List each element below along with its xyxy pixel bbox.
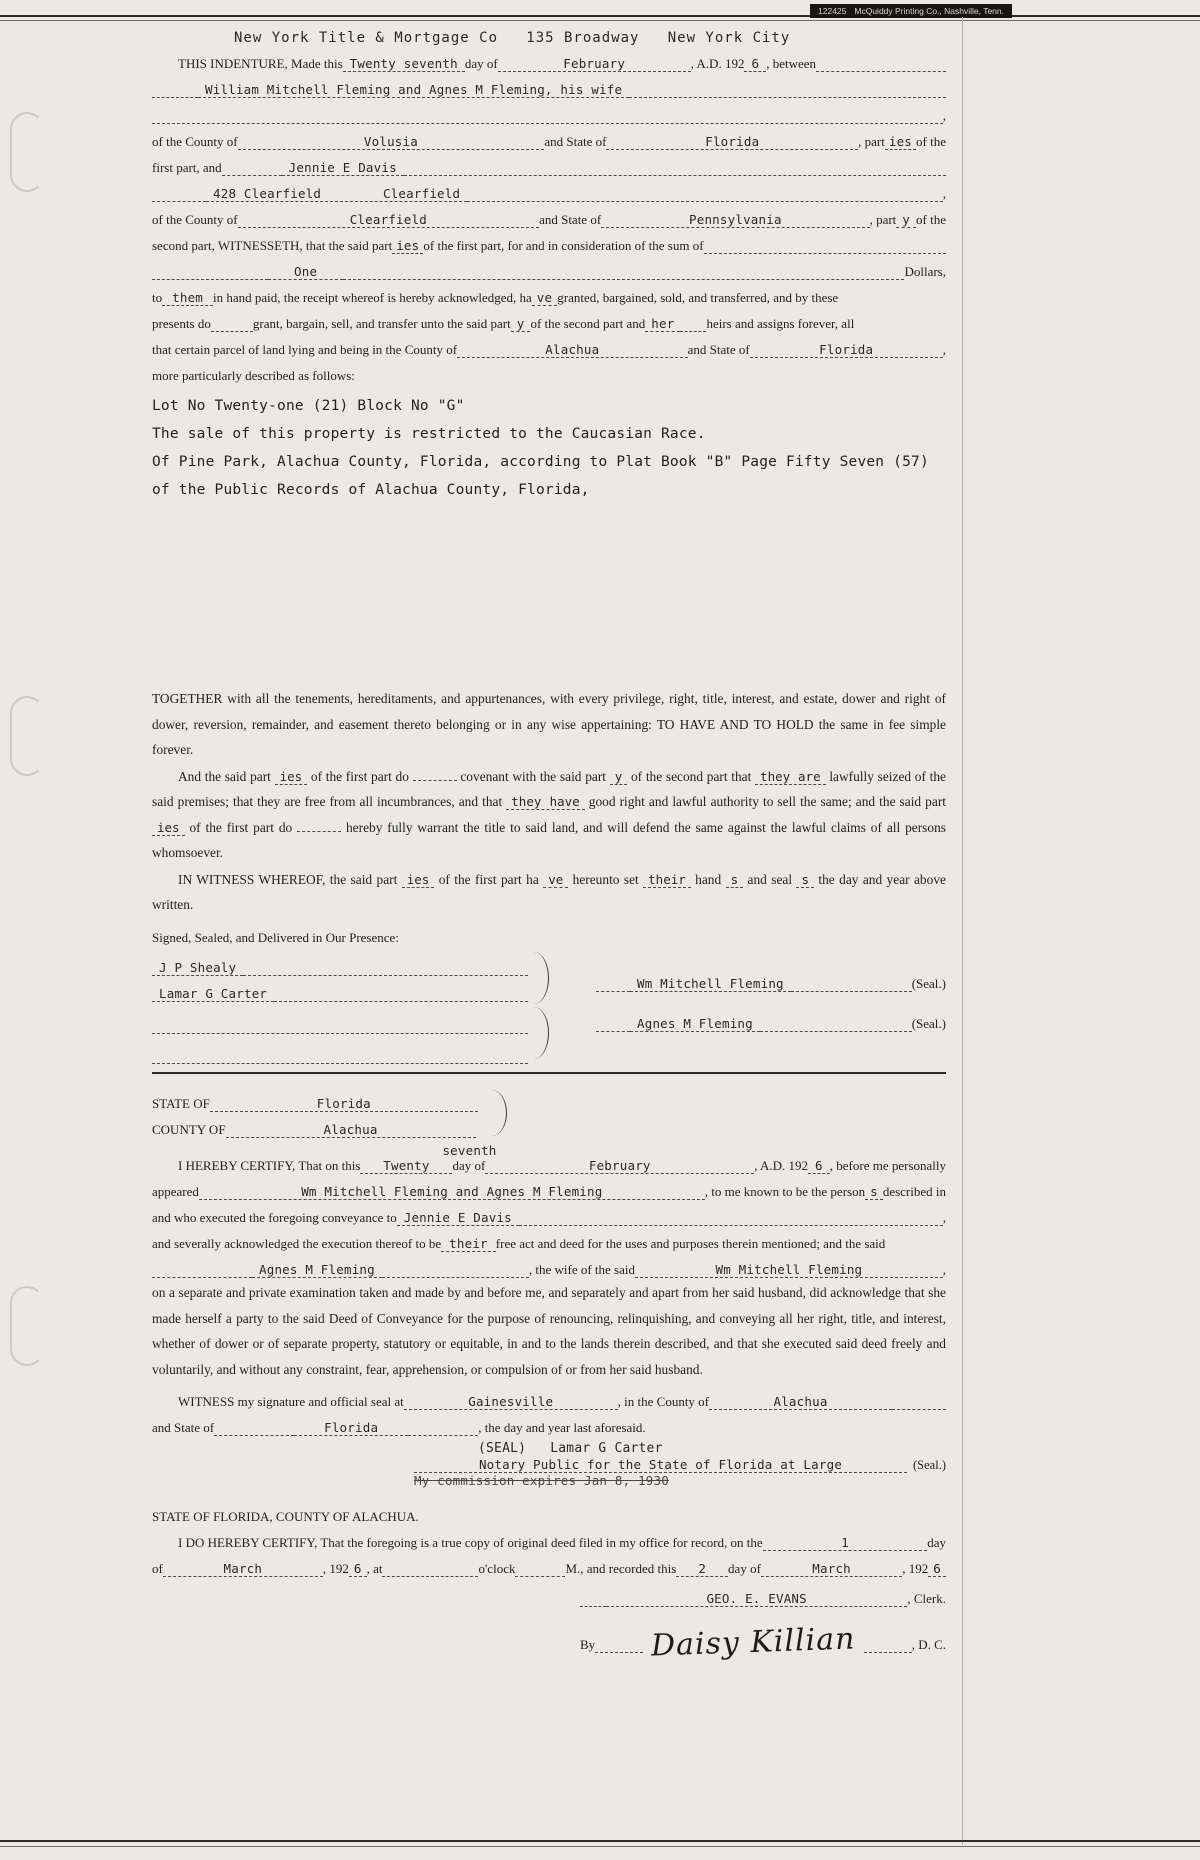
right-margin-line <box>962 17 963 1845</box>
conveyance-grantee-fill: Jennie E Davis <box>397 1210 519 1226</box>
form-text: M., and recorded this <box>565 1561 677 1577</box>
form-text: hereby fully warrant the title to said land, and will defend the same against the lawful claims of all persons whomsoever. <box>152 819 946 860</box>
form-text: free act and deed for the uses and purposes therein mentioned; and the said <box>495 1236 886 1252</box>
form-text: day of <box>464 56 498 71</box>
blank-space <box>152 504 946 686</box>
plural-s-fill: s <box>726 872 744 888</box>
form-text: , <box>942 1210 946 1226</box>
indenture-opening-line <box>152 46 946 72</box>
paid-line <box>152 280 946 306</box>
form-text: IN WITNESS WHEREOF, the said part <box>178 871 398 887</box>
form-text: of the <box>916 212 946 227</box>
bottom-rule-thick <box>0 1840 1200 1842</box>
form-text: of the second part and <box>530 316 646 331</box>
presence-line <box>152 920 946 946</box>
grantor-signature-column <box>554 950 946 1064</box>
form-text: , 192 <box>902 1561 929 1577</box>
dotted-fill-line <box>791 978 912 992</box>
grantor2-signature: Agnes M Fleming <box>630 1016 760 1032</box>
description-plat-line: Of Pine Park, Alachua County, Florida, according to Plat Book "B" Page Fifty Seven (57) <box>152 454 929 470</box>
description-lot-line: Lot No Twenty-one (21) Block No "G" <box>152 398 465 414</box>
first-party-county-fill: Volusia <box>238 134 545 150</box>
dotted-fill-line <box>629 84 946 98</box>
appeared-line <box>152 1174 946 1200</box>
form-text: of the first part, for and in consideration of the sum of <box>423 238 704 253</box>
form-text: granted, bargained, sold, and transferred, and by these <box>557 290 839 305</box>
parcel-state-fill: Florida <box>750 342 943 358</box>
seal-state-fill: Florida <box>294 1420 408 1436</box>
witness1-signature: J P Shealy <box>152 960 243 976</box>
form-text: , between <box>766 56 816 71</box>
record-day-fill: 2 <box>676 1561 728 1577</box>
dotted-fill-line <box>680 318 706 332</box>
brace-mark <box>534 952 549 1004</box>
dotted-fill-line <box>274 988 528 1002</box>
form-text: and State of <box>152 1420 215 1436</box>
form-text: o'clock <box>478 1561 516 1577</box>
binder-hole-mark <box>10 1286 44 1366</box>
parcel-location-line <box>152 332 946 358</box>
recording-certify-line <box>152 1525 946 1551</box>
deputy-clerk-signature: Daisy Killian <box>650 1621 857 1664</box>
brace-column <box>528 950 554 1064</box>
appeared-persons-fill: Wm Mitchell Fleming and Agnes M Fleming <box>199 1184 705 1200</box>
together-paragraph: TOGETHER with all the tenements, hereditaments, and appurtenances, with every privilege, right, title, interest, and estate, dower and right of dower, reversion, remainder, and easement thereto belonging or in any wise appertaining: TO HAVE AND TO HOLD the same in fee simple forever. <box>152 691 946 757</box>
form-text: , part <box>858 134 885 149</box>
form-text: hand <box>695 871 722 887</box>
form-text: of the first part ha <box>438 871 539 887</box>
ack-state-fill: Florida <box>210 1096 478 1112</box>
form-text: of the <box>916 134 946 149</box>
part-singular-fill: y <box>511 316 531 332</box>
dotted-fill-line <box>816 58 946 72</box>
filing-day-fill: 1 <box>763 1535 928 1551</box>
ack-day-fill: Twenty <box>360 1158 452 1174</box>
form-text: second part, WITNESSETH, that the said part <box>152 238 393 253</box>
record-month-fill: March <box>761 1561 902 1577</box>
form-text: more particularly described as follows: <box>152 368 355 383</box>
filing-year-fill: 6 <box>349 1561 367 1577</box>
notary-block <box>414 1441 946 1489</box>
dotted-fill-line <box>152 84 198 98</box>
form-text: , part <box>869 212 897 227</box>
form-text: lawfully seized of the said premises; that they are free from all incumbrances, and that <box>152 768 946 809</box>
second-party-county-line <box>152 202 946 228</box>
seal-label: (Seal.) <box>913 1458 946 1473</box>
deed-month-fill: February <box>498 56 691 72</box>
ack-month-fill: February <box>485 1158 754 1174</box>
conveyance-line <box>152 1200 946 1226</box>
deed-day-fill: Twenty seventh <box>343 56 465 72</box>
seal-county-fill: Alachua <box>709 1394 892 1410</box>
form-text: grant, bargain, sell, and transfer unto the said part <box>252 316 511 331</box>
witness-signature-column <box>152 950 528 1064</box>
binder-hole-mark <box>10 696 44 776</box>
form-text: I HEREBY CERTIFY, That on this <box>178 1158 361 1174</box>
printer-imprint <box>810 4 1012 18</box>
recording-heading <box>152 1499 946 1525</box>
grantor-seal-row <box>596 1006 946 1032</box>
witness-signature-row <box>152 976 528 1002</box>
parcel-county-fill: Alachua <box>457 342 688 358</box>
part-plural-fill: ies <box>402 872 435 888</box>
their-fill: their <box>441 1236 496 1252</box>
seal-label: (Seal.) <box>911 975 946 991</box>
grantee-address-line <box>152 176 946 202</box>
form-text: day of <box>728 1561 761 1577</box>
ack-day-superscript: seventh <box>442 1143 497 1159</box>
form-text: , A.D. 192 <box>754 1158 809 1174</box>
amount-fill: One <box>268 264 343 280</box>
form-text: day of <box>452 1158 486 1174</box>
form-text: , <box>942 1262 947 1278</box>
binder-hole-mark <box>10 112 44 192</box>
form-text: , <box>942 342 946 357</box>
form-text: Signed, Sealed, and Delivered in Our Presence: <box>152 929 399 945</box>
form-text: Dollars, <box>904 264 946 279</box>
form-text: , D. C. <box>911 1637 946 1653</box>
form-text: and State of <box>687 342 750 357</box>
form-text: of the first part do <box>310 768 409 784</box>
record-year-fill: 6 <box>928 1561 946 1577</box>
dotted-fill-line <box>760 1018 912 1032</box>
dotted-fill-line <box>152 266 268 280</box>
in-witness-paragraph <box>152 867 946 918</box>
form-text: to <box>152 290 163 305</box>
part-plural-fill: ies <box>392 238 423 254</box>
they-are-fill: they are <box>755 769 826 785</box>
grantee-name-fill: Jennie E Davis <box>282 160 404 176</box>
deed-year-fill: 6 <box>744 56 766 72</box>
commission-expiry-struck: My commission expires Jan 8, 1930 <box>414 1473 669 1489</box>
form-text: heirs and assigns forever, all <box>706 316 855 331</box>
form-text: And the said part <box>178 768 271 784</box>
ve-fill: ve <box>532 290 557 306</box>
form-text: , <box>942 108 946 123</box>
property-description-block <box>152 392 946 504</box>
dotted-fill-line <box>467 188 943 202</box>
form-text: By <box>580 1637 596 1653</box>
dotted-fill-line <box>152 1264 252 1278</box>
typed-company-header <box>152 24 946 46</box>
form-text: covenant with the said part <box>460 768 607 784</box>
recording-date-line <box>152 1551 946 1577</box>
witness-signature-row <box>152 950 528 976</box>
dotted-fill-line <box>404 162 946 176</box>
clerk-line <box>580 1581 946 1607</box>
form-text <box>442 1143 497 1174</box>
form-text: of the second part that <box>630 768 752 784</box>
acknowledgment-venue <box>152 1086 946 1138</box>
signature-section <box>152 950 946 1064</box>
form-text: first part, and <box>152 160 222 175</box>
dotted-fill-line <box>892 1396 946 1410</box>
dotted-fill-line <box>382 1264 529 1278</box>
husband-name-fill: Wm Mitchell Fleming <box>635 1262 943 1278</box>
them-fill: them <box>162 290 213 306</box>
consideration-amount-line <box>152 254 946 280</box>
and-state-line <box>152 1410 946 1436</box>
blank-signature-row <box>152 1008 528 1034</box>
dotted-fill-line <box>243 962 528 976</box>
first-party-county-line <box>152 124 946 150</box>
company-header-text: New York Title & Mortgage Co 135 Broadway New York City <box>234 30 791 46</box>
form-text: good right and lawful authority to sell the same; and the said part <box>588 794 946 809</box>
form-text: , 192 <box>322 1561 349 1577</box>
top-rule-thick <box>0 15 1200 17</box>
dotted-fill-line <box>408 1422 478 1436</box>
form-text: and seal <box>747 871 793 887</box>
printer-number: 122425 <box>818 6 847 16</box>
form-text: STATE OF FLORIDA, COUNTY OF ALACHUA. <box>152 1509 419 1525</box>
second-party-county-fill: Clearfield <box>238 212 539 228</box>
second-party-state-fill: Pennsylvania <box>601 212 869 228</box>
form-text: day <box>927 1535 946 1551</box>
dotted-fill-line <box>297 820 341 832</box>
part-singular-fill: y <box>610 769 628 785</box>
grantors-line <box>152 72 946 98</box>
grant-line <box>152 306 946 332</box>
her-fill: her <box>645 316 680 332</box>
wife-name-fill: Agnes M Fleming <box>252 1262 382 1278</box>
ack-county-fill: Alachua <box>226 1122 476 1138</box>
part-plural-fill: ies <box>275 769 308 785</box>
form-text: in hand paid, the receipt whereof is hereby acknowledged, ha <box>213 290 532 305</box>
form-text: described in <box>882 1184 946 1200</box>
dotted-fill-line <box>519 1212 943 1226</box>
grantor1-signature: Wm Mitchell Fleming <box>630 976 791 992</box>
seal-label: (Seal.) <box>911 1015 946 1031</box>
deputy-clerk-line <box>580 1615 946 1664</box>
brace-mark <box>534 1007 549 1059</box>
form-text: of the first part do <box>189 819 293 835</box>
their-fill: their <box>643 872 691 888</box>
plural-s-fill: s <box>865 1184 883 1200</box>
form-text: I DO HEREBY CERTIFY, That the foregoing is a true copy of original deed filed in my office for record, on the <box>178 1535 763 1551</box>
grantee-line <box>152 150 946 176</box>
seal-city-fill: Gainesville <box>404 1394 618 1410</box>
dotted-fill-line <box>515 1563 565 1577</box>
witness2-signature: Lamar G Carter <box>152 986 274 1002</box>
grantor-seal-row <box>596 966 946 992</box>
form-text: , in the County of <box>617 1394 710 1410</box>
witness-seal-line <box>152 1384 946 1410</box>
description-restriction-line: The sale of this property is restricted to the Caucasian Race. <box>152 426 706 442</box>
notary-title-row <box>414 1457 946 1473</box>
dotted-fill-line <box>152 188 206 202</box>
form-text: that certain parcel of land lying and being in the County of <box>152 342 458 357</box>
form-text: , <box>942 186 946 201</box>
top-rule-thin <box>0 20 1200 21</box>
deed-content <box>152 24 947 1664</box>
dotted-fill-line <box>596 978 630 992</box>
dotted-fill-line <box>214 1422 294 1436</box>
form-text: STATE OF <box>152 1096 210 1112</box>
form-text: and who executed the foregoing conveyance to <box>152 1210 397 1226</box>
form-text: , before me personally <box>829 1158 946 1174</box>
dotted-fill-line <box>580 1593 606 1607</box>
form-text: , Clerk. <box>907 1591 946 1607</box>
dotted-fill-line <box>152 110 943 124</box>
blank-signature-row <box>152 1038 528 1064</box>
separate-examination-paragraph: on a separate and private examination taken and made by and before me, and separately and apart from her said husband, did acknowledge that she made herself a party to the said Deed of Conveyance for the purpose of renouncing, relinquishing, and conveying all her right, title, and interest, whether of dower or of separate property, statutory or equitable, in and to the lands therein described, and that she executed said deed freely and voluntarily, and without any constraint, fear, apprehension, or compulsion of or from her said husband. <box>152 1285 946 1377</box>
grantors-names-fill: William Mitchell Fleming and Agnes M Fleming, his wife <box>198 82 629 98</box>
printer-name: McQuiddy Printing Co., Nashville, Tenn. <box>854 6 1004 16</box>
dotted-fill-line <box>413 769 457 781</box>
form-text: hereunto set <box>572 871 639 887</box>
state-of-line <box>152 1086 946 1112</box>
first-party-state-fill: Florida <box>606 134 858 150</box>
dotted-fill-line <box>343 266 904 280</box>
dotted-fill-line <box>704 240 946 254</box>
form-text: , at <box>366 1561 383 1577</box>
form-text: and State of <box>544 134 607 149</box>
covenant-paragraph <box>152 764 946 866</box>
described-line <box>152 358 946 384</box>
form-text: presents do <box>152 316 211 331</box>
form-text: , to me known to be the person <box>704 1184 866 1200</box>
acknowledged-line <box>152 1226 946 1252</box>
blank-line <box>152 98 946 124</box>
dotted-fill-line <box>595 1639 643 1653</box>
form-text: and severally acknowledged the execution thereof to be <box>152 1236 442 1252</box>
grantee-address-fill: 428 Clearfield Clearfield <box>206 186 467 202</box>
dotted-fill-line <box>596 1018 630 1032</box>
dotted-fill-line <box>382 1563 478 1577</box>
they-have-fill: they have <box>506 794 584 810</box>
county-of-line <box>152 1112 946 1138</box>
plural-s-fill: s <box>796 872 814 888</box>
notary-seal-signature: (SEAL) Lamar G Carter <box>478 1441 663 1457</box>
dotted-fill-line <box>222 162 282 176</box>
section-divider-rule <box>152 1072 946 1075</box>
dotted-fill-line <box>864 1639 912 1653</box>
form-text: of the County of <box>152 134 238 149</box>
part-plural-fill: ies <box>885 134 916 150</box>
part-singular-fill: y <box>896 212 916 228</box>
clerk-name-fill: GEO. E. EVANS <box>606 1591 907 1607</box>
part-plural-fill: ies <box>152 820 185 836</box>
filing-month-fill: March <box>163 1561 323 1577</box>
form-text: appeared <box>152 1184 199 1200</box>
bottom-rule-thin <box>0 1846 1200 1847</box>
ve-fill: ve <box>543 872 568 888</box>
form-text: of <box>152 1561 163 1577</box>
certify-line <box>152 1143 946 1174</box>
form-text: , the wife of the said <box>528 1262 635 1278</box>
dotted-fill-line <box>152 1020 528 1034</box>
form-text: , the day and year last aforesaid. <box>478 1420 646 1436</box>
form-text: WITNESS my signature and official seal at <box>178 1394 404 1410</box>
notary-title: Notary Public for the State of Florida at Large <box>414 1457 907 1473</box>
wife-line <box>152 1252 946 1278</box>
form-text: COUNTY OF <box>152 1122 226 1138</box>
description-records-line: of the Public Records of Alachua County, Florida, <box>152 482 590 498</box>
witnesseth-line <box>152 228 946 254</box>
dotted-fill-line <box>152 1050 528 1064</box>
dotted-fill-line <box>211 318 253 332</box>
form-text: the day and year above written. <box>152 871 946 912</box>
ack-year-fill: 6 <box>808 1158 830 1174</box>
form-text: , A.D. 192 <box>690 56 745 71</box>
form-text: and State of <box>539 212 602 227</box>
form-text: THIS INDENTURE, Made this <box>178 56 343 71</box>
form-text: of the County of <box>152 212 238 227</box>
